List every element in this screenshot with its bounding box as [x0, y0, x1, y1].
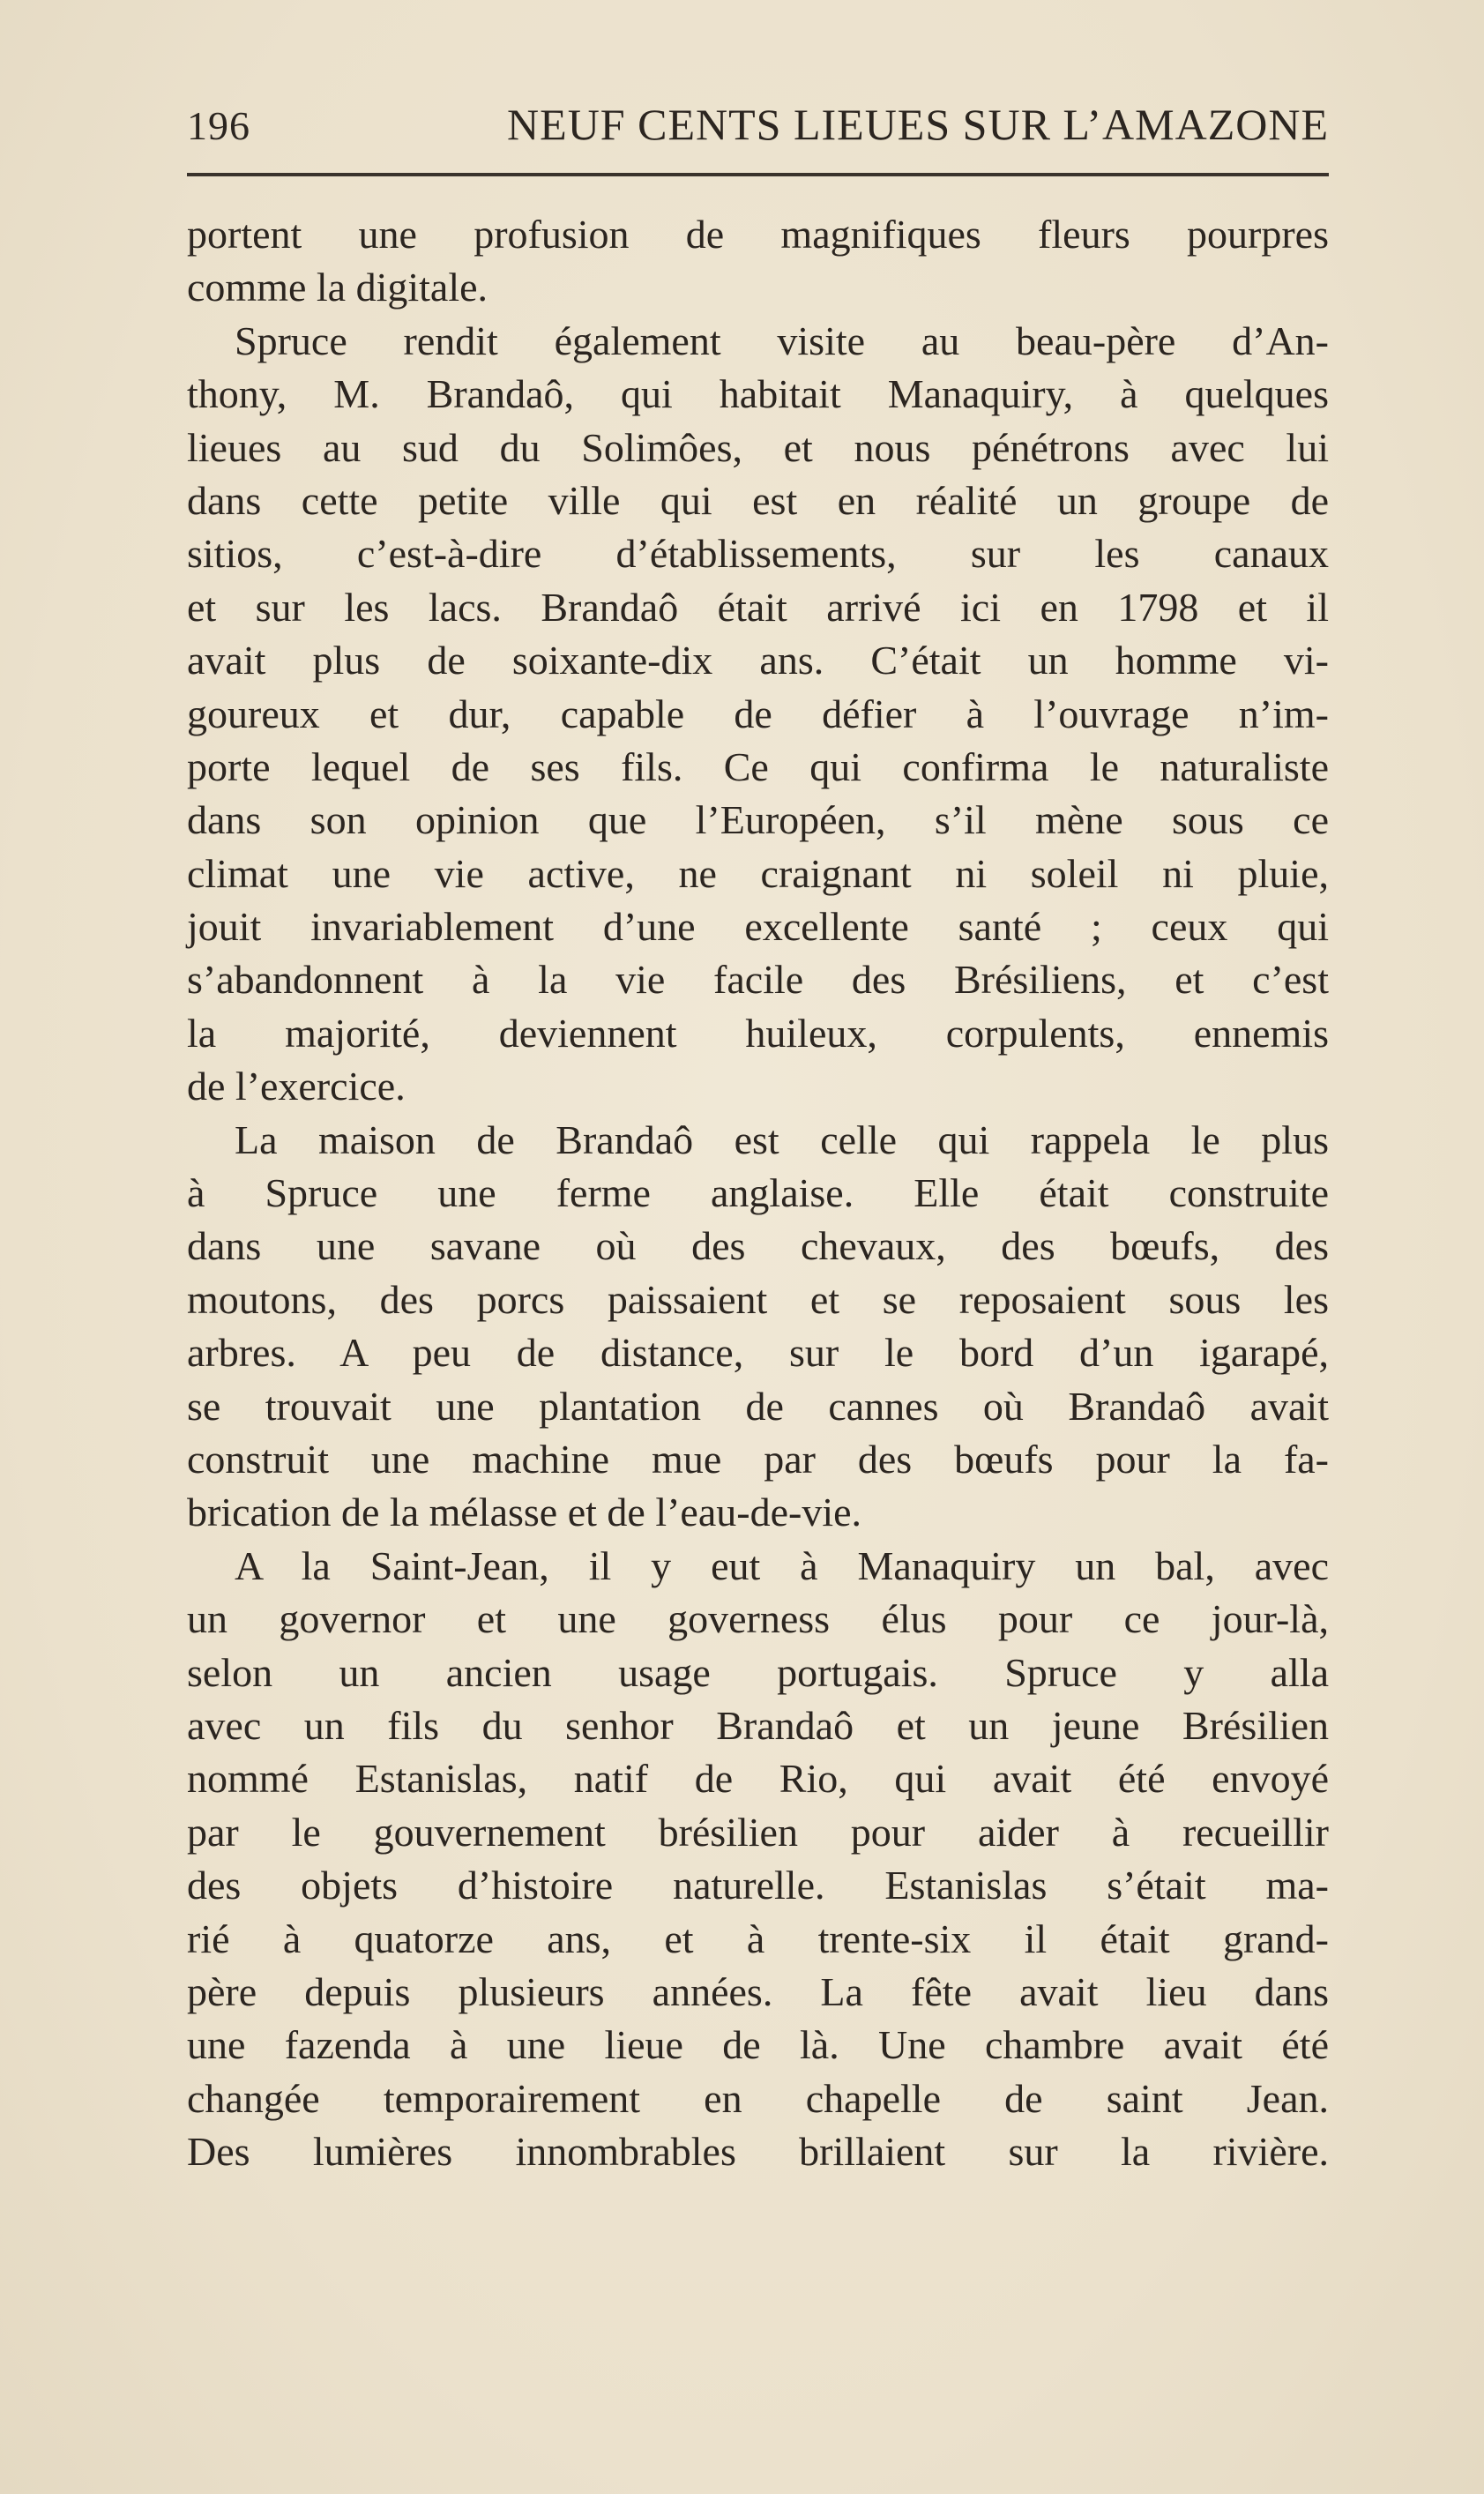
text-line: [187, 581, 1329, 634]
text-line-content: dans cette petite ville qui est en réalité un groupe de: [187, 477, 1329, 523]
text-line-content: des objets d’histoire naturelle. Estanislas s’était ma-: [187, 1863, 1329, 1908]
text-line-content: une fazenda à une lieue de là. Une chambre avait été: [187, 2022, 1329, 2068]
text-line-content: moutons, des porcs paissaient et se reposaient sous les: [187, 1276, 1329, 1322]
text-line-content: A la Saint-Jean, il y eut à Manaquiry un bal, avec: [235, 1542, 1329, 1588]
text-line-content: portent une profusion de magnifiques fleurs pourpres: [187, 212, 1329, 257]
text-line: [187, 741, 1329, 794]
text-line-content: sitios, c’est-à-dire d’établissements, sur les canaux: [187, 531, 1329, 577]
text-line-content: comme la digitale.: [187, 265, 488, 310]
text-line-content: la majorité, deviennent huileux, corpulents, ennemis: [187, 1010, 1329, 1056]
text-line-content: avait plus de soixante-dix ans. C’était un homme vi-: [187, 638, 1329, 683]
text-line: [187, 1273, 1329, 1326]
text-line-content: dans une savane où des chevaux, des bœufs, des: [187, 1223, 1329, 1269]
text-line-content: brication de la mélasse et de l’eau-de-vie.: [187, 1490, 862, 1535]
text-line-content: nommé Estanislas, natif de Rio, qui avait été envoyé: [187, 1756, 1329, 1802]
text-line: [187, 1060, 1329, 1113]
text-line: [187, 688, 1329, 741]
text-line-content: jouit invariablement d’une excellente santé ; ceux qui: [187, 904, 1329, 950]
text-line-content: Des lumières innombrables brillaient sur la rivière.: [187, 2129, 1329, 2175]
text-line-content: goureux et dur, capable de défier à l’ouvrage n’im-: [187, 691, 1329, 736]
text-line: [187, 1806, 1329, 1859]
text-line: [187, 1220, 1329, 1273]
text-line: [187, 1593, 1329, 1646]
text-line: [187, 368, 1329, 421]
running-title: NEUF CENTS LIEUES SUR L’AMAZONE: [507, 100, 1329, 149]
text-line-content: Spruce rendit également visite au beau-père d’An-: [235, 317, 1329, 363]
text-line: [187, 1486, 1329, 1539]
text-line-content: arbres. A peu de distance, sur le bord d’un igarapé,: [187, 1330, 1329, 1376]
text-line: [187, 527, 1329, 580]
text-line: [187, 848, 1329, 900]
text-line: [187, 1699, 1329, 1752]
text-line-content: par le gouvernement brésilien pour aider à recueillir: [187, 1809, 1329, 1855]
page-number: 196: [187, 103, 250, 148]
text-line: [187, 2125, 1329, 2178]
text-line: [187, 1326, 1329, 1379]
text-line-content: rié à quatorze ans, et à trente-six il était grand-: [187, 1915, 1329, 1961]
text-line-content: s’abandonnent à la vie facile des Brésiliens, et c’est: [187, 957, 1329, 1003]
text-line-content: un governor et une governess élus pour ce jour-là,: [187, 1596, 1329, 1642]
text-line: [187, 1646, 1329, 1699]
text-line: [187, 1752, 1329, 1805]
text-line: [187, 1007, 1329, 1060]
text-line-content: porte lequel de ses fils. Ce qui confirma le naturaliste: [187, 743, 1329, 789]
body-text: [187, 208, 1329, 2178]
text-line: [187, 1859, 1329, 1912]
running-head: [187, 99, 1329, 155]
text-line: [187, 1433, 1329, 1486]
text-line: [187, 315, 1329, 368]
text-line: [187, 953, 1329, 1006]
text-line: [187, 794, 1329, 847]
text-line-content: climat une vie active, ne craignant ni soleil ni pluie,: [187, 850, 1329, 896]
text-line: [187, 208, 1329, 261]
text-line-content: selon un ancien usage portugais. Spruce y alla: [187, 1649, 1329, 1695]
text-line-content: à Spruce une ferme anglaise. Elle était construite: [187, 1170, 1329, 1216]
text-line: [187, 2072, 1329, 2125]
text-line: [187, 1114, 1329, 1167]
text-line-content: lieues au sud du Solimôes, et nous pénétrons avec lui: [187, 424, 1329, 470]
text-line: [187, 1380, 1329, 1433]
text-line-content: de l’exercice.: [187, 1064, 406, 1109]
text-line: [187, 634, 1329, 687]
text-line-content: et sur les lacs. Brandaô était arrivé ici en 1798 et il: [187, 584, 1329, 630]
text-line-content: changée temporairement en chapelle de saint Jean.: [187, 2075, 1329, 2121]
text-line-content: La maison de Brandaô est celle qui rappela le plus: [235, 1116, 1329, 1162]
text-line-content: construit une machine mue par des bœufs pour la fa-: [187, 1436, 1329, 1482]
header-rule: [187, 173, 1329, 176]
text-line: [187, 2019, 1329, 2072]
text-line: [187, 422, 1329, 474]
text-line-content: dans son opinion que l’Européen, s’il mène sous ce: [187, 797, 1329, 843]
text-line: [187, 1540, 1329, 1593]
text-line: [187, 261, 1329, 314]
text-line: [187, 474, 1329, 527]
text-line-content: avec un fils du senhor Brandaô et un jeune Brésilien: [187, 1702, 1329, 1748]
text-line: [187, 1966, 1329, 2019]
text-line: [187, 1913, 1329, 1966]
text-line: [187, 1167, 1329, 1220]
text-line-content: thony, M. Brandaô, qui habitait Manaquiry, à quelques: [187, 371, 1329, 417]
text-line-content: père depuis plusieurs années. La fête avait lieu dans: [187, 1968, 1329, 2014]
text-line-content: se trouvait une plantation de cannes où Brandaô avait: [187, 1383, 1329, 1429]
text-line: [187, 900, 1329, 953]
